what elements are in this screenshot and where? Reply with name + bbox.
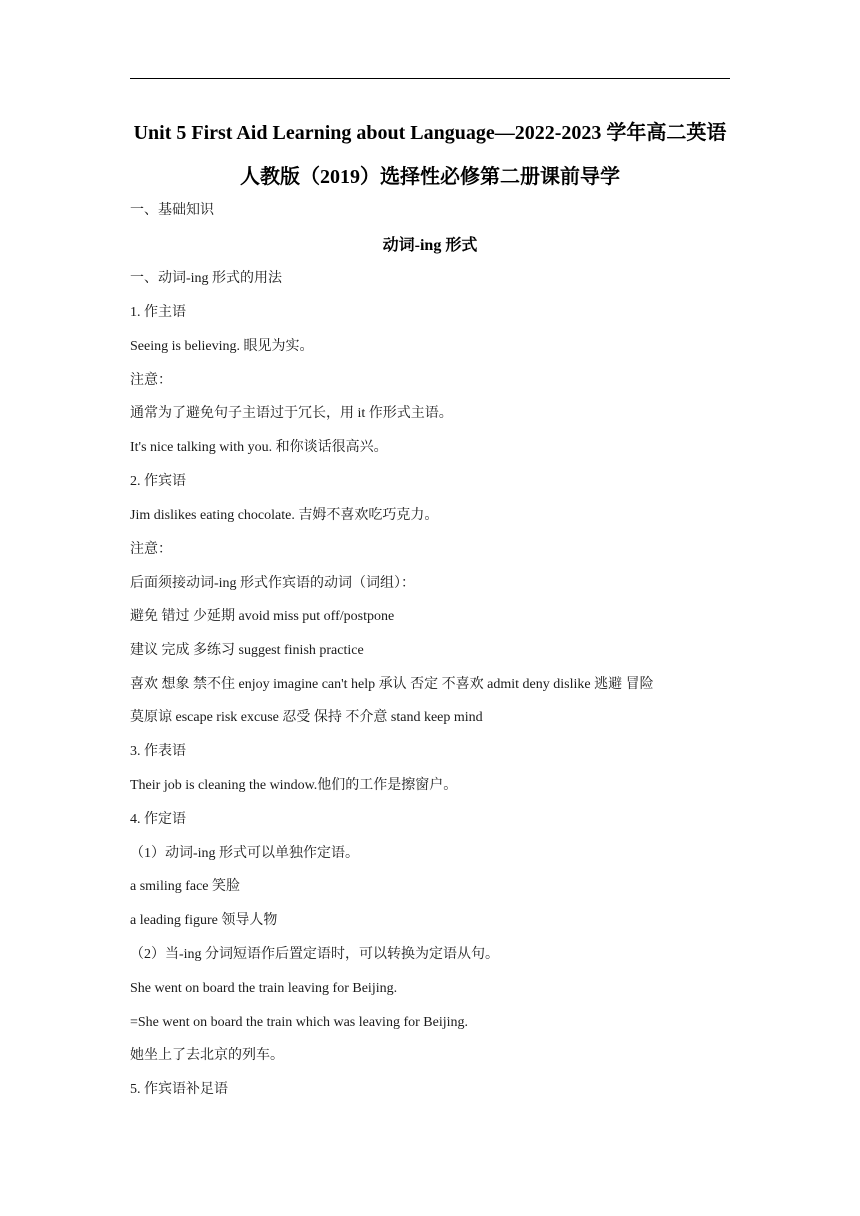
doc-title-line2: 人教版（2019）选择性必修第二册课前导学 xyxy=(240,166,620,188)
doc-title-line1: Unit 5 First Aid Learning about Language—2022-2023 学年高二英语 xyxy=(133,122,727,144)
usage-heading: 一、动词-ing 形式的用法 xyxy=(130,271,283,286)
example-line: It's nice talking with you. 和你谈话很高兴。 xyxy=(130,440,388,455)
verb-list-line: 避免 错过 少延期 avoid miss put off/postpone xyxy=(130,609,395,624)
section-heading: 一、基础知识 xyxy=(130,203,214,218)
item-heading-object: 2. 作宾语 xyxy=(130,474,186,489)
example-line: She went on board the train leaving for Beijing. xyxy=(130,981,398,996)
item-heading-attribute: 4. 作定语 xyxy=(130,812,186,827)
note-label: 注意： xyxy=(130,373,172,388)
sub-point: （1）动词-ing 形式可以单独作定语。 xyxy=(130,846,360,861)
example-line: Seeing is believing. 眼见为实。 xyxy=(130,339,314,354)
note-label: 注意： xyxy=(130,542,172,557)
top-rule xyxy=(130,78,730,79)
item-heading-subject: 1. 作主语 xyxy=(130,305,186,320)
item-heading-predicative: 3. 作表语 xyxy=(130,744,186,759)
example-line: a smiling face 笑脸 xyxy=(130,879,241,894)
verb-list-line: 建议 完成 多练习 suggest finish practice xyxy=(130,643,364,658)
example-line: a leading figure 领导人物 xyxy=(130,913,278,928)
note-text: 通常为了避免句子主语过于冗长，用 it 作形式主语。 xyxy=(130,406,453,421)
note-text: 后面须接动词-ing 形式作宾语的动词（词组）： xyxy=(130,576,416,591)
example-line: Their job is cleaning the window.他们的工作是擦窗户。 xyxy=(130,778,458,793)
verb-list-line: 喜欢 想象 禁不住 enjoy imagine can't help 承认 否定 不喜欢 admit deny dislike 逃避 冒险 xyxy=(130,677,654,692)
example-line: =She went on board the train which was leaving for Beijing. xyxy=(130,1015,468,1030)
topic-heading: 动词-ing 形式 xyxy=(382,237,478,254)
example-line: 她坐上了去北京的列车。 xyxy=(130,1048,284,1063)
item-heading-complement: 5. 作宾语补足语 xyxy=(130,1082,228,1097)
example-line: Jim dislikes eating chocolate. 吉姆不喜欢吃巧克力。 xyxy=(130,508,439,523)
sub-point: （2）当-ing 分词短语作后置定语时，可以转换为定语从句。 xyxy=(130,947,500,962)
verb-list-line: 莫原谅 escape risk excuse 忍受 保持 不介意 stand keep mind xyxy=(130,710,483,725)
